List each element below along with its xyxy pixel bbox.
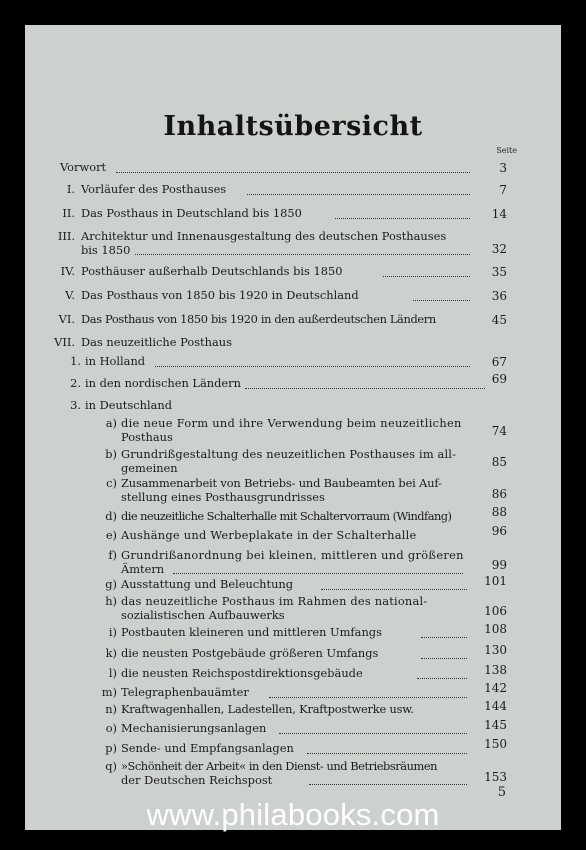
leader-dots	[383, 276, 470, 277]
toc-page: 86	[491, 487, 507, 501]
toc-label-continued: bis 1850	[81, 242, 131, 257]
leader-dots	[155, 366, 470, 367]
toc-page: 14	[491, 207, 507, 221]
toc-number: IV.	[60, 264, 75, 278]
toc-label: die neusten Reichspostdirektionsgebäude	[121, 666, 363, 680]
toc-label: Posthäuser außerhalb Deutschlands bis 1850	[81, 264, 343, 278]
toc-entry-n	[105, 702, 467, 717]
toc-number: g)	[105, 577, 117, 591]
toc-number: VII.	[54, 335, 75, 349]
toc-label: »Schönheit der Arbeit« in den Dienst- und Betriebsräumen	[121, 759, 438, 773]
toc-label: Zusammenarbeit von Betriebs- und Baubeamten bei Auf-	[121, 476, 442, 490]
toc-entry-m	[101, 685, 467, 700]
toc-label: Kraftwagenhallen, Ladestellen, Kraftpostwerke usw.	[121, 702, 414, 716]
toc-entry-p	[105, 741, 467, 756]
leader-dots	[173, 573, 463, 574]
toc-number: I.	[66, 182, 75, 196]
toc-page: 36	[491, 289, 507, 303]
leader-dots	[269, 697, 467, 698]
toc-label-continued: der Deutschen Reichspost	[121, 772, 273, 787]
toc-label-continued: gemeinen	[121, 460, 178, 475]
leader-dots	[245, 388, 485, 389]
toc-page: 35	[491, 265, 507, 279]
toc-number: d)	[105, 509, 117, 523]
toc-number: k)	[105, 646, 117, 660]
leader-dots	[321, 589, 467, 590]
toc-page: 67	[491, 355, 507, 369]
toc-page: 7	[499, 183, 507, 197]
leader-dots	[247, 194, 470, 195]
toc-entry-vii-2	[70, 376, 485, 391]
toc-page: 96	[491, 524, 507, 538]
leader-dots	[421, 658, 467, 659]
toc-number: 2.	[70, 376, 81, 390]
toc-entry-iv	[35, 265, 470, 279]
toc-label: Das Posthaus von 1850 bis 1920 in den außerdeutschen Ländern	[81, 312, 436, 326]
toc-entry-vii-1	[70, 354, 470, 369]
toc-page: 85	[491, 455, 507, 469]
toc-number: 3.	[70, 398, 81, 412]
toc-number: f)	[108, 548, 117, 562]
toc-entry-iii	[35, 230, 505, 257]
toc-entry-c	[106, 476, 442, 504]
toc-entry-q	[105, 759, 438, 787]
toc-label-continued: Ämtern	[121, 561, 165, 576]
toc-label: Telegraphenbauämter	[121, 685, 249, 699]
toc-number: V.	[65, 288, 75, 302]
toc-label: Sende- und Empfangsanlagen	[121, 741, 294, 755]
toc-label: Ausstattung und Beleuchtung	[121, 577, 294, 591]
toc-entry-k	[105, 646, 467, 661]
toc-page: 138	[484, 663, 507, 677]
toc-label: Mechanisierungsanlagen	[121, 721, 267, 735]
toc-number: VI.	[58, 312, 75, 326]
toc-page: 108	[484, 622, 507, 636]
toc-page: 130	[484, 643, 507, 657]
toc-entry-a	[105, 416, 462, 444]
toc-page: 45	[491, 313, 507, 327]
leader-dots	[135, 254, 470, 255]
toc-entry-g	[105, 577, 467, 592]
toc-number: l)	[108, 666, 117, 680]
toc-entry-o	[105, 721, 467, 736]
toc-entry-b	[105, 447, 457, 475]
leader-dots	[421, 637, 467, 638]
page-number: 5	[497, 785, 506, 800]
toc-label: Das Posthaus in Deutschland bis 1850	[81, 206, 302, 220]
toc-number: q)	[105, 759, 117, 773]
toc-label: das neuzeitliche Posthaus im Rahmen des national-	[121, 594, 428, 608]
toc-number: II.	[62, 206, 75, 220]
toc-entry-v	[35, 289, 470, 303]
toc-page: 3	[499, 161, 507, 175]
toc-page: 88	[491, 505, 507, 519]
leader-dots	[307, 753, 467, 754]
toc-entry-vii	[35, 336, 232, 350]
page-title: Inhaltsübersicht	[163, 111, 423, 142]
toc-entry-l	[108, 666, 467, 681]
page-column-header: Seite	[496, 146, 517, 155]
toc-page: 99	[491, 558, 507, 572]
toc-entry-i	[35, 183, 470, 197]
toc-page: 106	[484, 604, 507, 618]
leader-dots	[335, 218, 470, 219]
toc-entry-vi	[35, 313, 436, 327]
toc-label: Postbauten kleineren und mittleren Umfangs	[121, 625, 382, 639]
toc-page: 101	[484, 574, 507, 588]
toc-label-continued: Posthaus	[121, 429, 173, 444]
toc-number: e)	[105, 528, 117, 542]
toc-number: h)	[105, 594, 117, 608]
toc-label: Vorwort	[60, 160, 107, 174]
toc-entry-e	[105, 528, 417, 543]
leader-dots	[413, 300, 470, 301]
toc-number: n)	[105, 702, 117, 716]
toc-page: 142	[484, 681, 507, 695]
toc-number: 1.	[70, 354, 81, 368]
toc-label: in den nordischen Ländern	[85, 376, 241, 390]
toc-number: m)	[101, 685, 117, 699]
leader-dots	[279, 733, 467, 734]
toc-number: o)	[105, 721, 117, 735]
toc-label: in Deutschland	[85, 398, 173, 412]
toc-label: Architektur und Innenausgestaltung des deutschen Posthauses	[81, 229, 447, 243]
toc-page: 144	[484, 699, 507, 713]
toc-number: b)	[105, 447, 117, 461]
toc-entry-vii-3	[70, 398, 173, 413]
toc-label: die neusten Postgebäude größeren Umfangs	[121, 646, 379, 660]
toc-entry-i2	[108, 625, 467, 640]
toc-number: a)	[105, 416, 117, 430]
toc-number: i)	[108, 625, 117, 639]
toc-label: die neue Form und ihre Verwendung beim neuzeitlichen	[121, 416, 462, 430]
toc-label: Grundrißgestaltung des neuzeitlichen Posthauses im all-	[121, 447, 457, 461]
toc-page: 150	[484, 737, 507, 751]
toc-page: 145	[484, 718, 507, 732]
toc-label: Das Posthaus von 1850 bis 1920 in Deutschland	[81, 288, 359, 302]
toc-page: 153	[484, 770, 507, 784]
toc-label: Grundrißanordnung bei kleinen, mittleren und größeren	[121, 548, 464, 562]
toc-number: p)	[105, 741, 117, 755]
leader-dots	[309, 784, 467, 785]
toc-label: die neuzeitliche Schalterhalle mit Schaltervorraum (Windfang)	[121, 509, 452, 523]
toc-label-continued: stellung eines Posthausgrundrisses	[121, 489, 325, 504]
toc-label: Vorläufer des Posthauses	[81, 182, 227, 196]
leader-dots	[417, 678, 467, 679]
leader-dots	[116, 172, 470, 173]
toc-number: III.	[57, 229, 75, 243]
toc-number: c)	[106, 476, 117, 490]
book-page	[25, 25, 561, 830]
toc-label: Das neuzeitliche Posthaus	[81, 335, 232, 349]
watermark-url: www.philabooks.com	[146, 797, 440, 832]
toc-label: Aushänge und Werbeplakate in der Schalterhalle	[121, 528, 417, 542]
toc-page: 32	[491, 242, 507, 256]
toc-label: in Holland	[85, 354, 146, 368]
toc-entry-f	[108, 548, 464, 576]
toc-entry-d	[105, 509, 452, 524]
toc-page: 69	[491, 372, 507, 386]
toc-label-continued: sozialistischen Aufbauwerks	[121, 607, 285, 622]
toc-entry-h	[105, 594, 428, 622]
toc-page: 74	[491, 424, 507, 438]
toc-entry-vorwort	[60, 161, 470, 175]
toc-entry-ii	[35, 207, 470, 221]
